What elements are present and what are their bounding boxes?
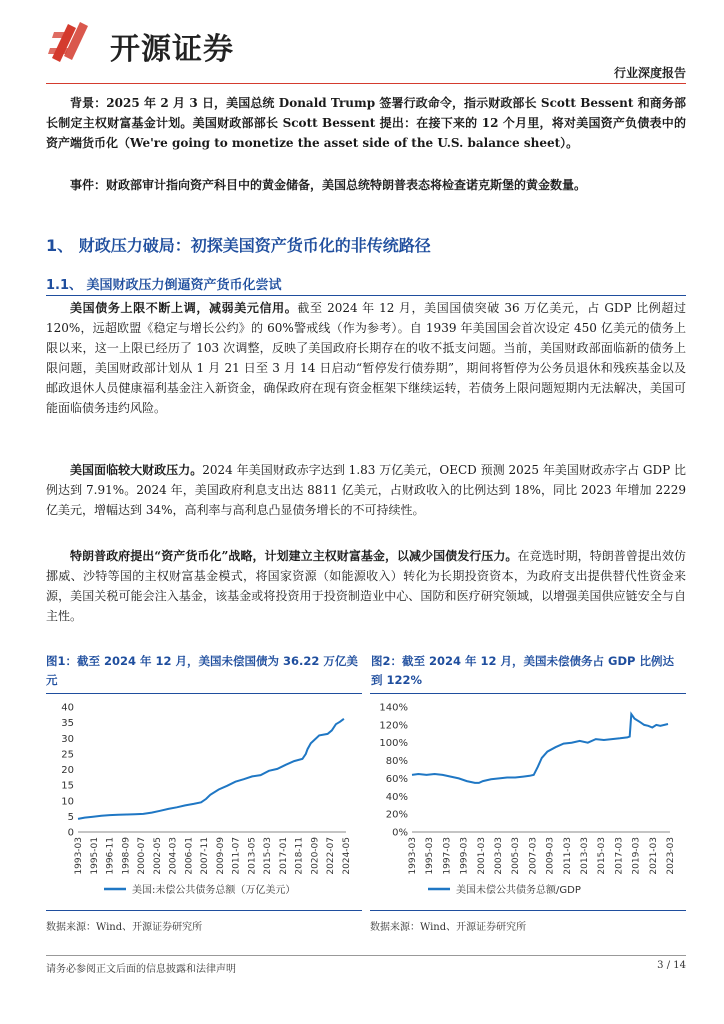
chart1-y-tick-label: 20: [61, 765, 74, 776]
chart1-x-tick-label: 2011-07: [231, 837, 242, 875]
header-divider: [46, 83, 686, 84]
chart1-y-tick-label: 40: [61, 702, 74, 714]
chart2-series-line: [412, 714, 668, 783]
chart1-x-tick-label: 2022-07: [326, 837, 337, 875]
chart1-x-tick-label: 1993-03: [74, 837, 84, 875]
chart1-x-tick-label: 2020-09: [310, 837, 321, 875]
document-type-label: 行业深度报告: [613, 66, 686, 80]
chart2-y-tick-label: 80%: [385, 756, 408, 768]
debt-total-chart: [46, 695, 362, 905]
chart1-x-tick-label: 1996-11: [105, 837, 116, 875]
subsection-heading-1-1: 1.1、 美国财政压力倒逼资产货币化尝试: [46, 278, 282, 293]
figure-2-top-rule: [370, 693, 686, 694]
footer-disclaimer: 请务必参阅正文后面的信息披露和法律声明: [46, 964, 236, 975]
chart1-x-tick-label: 2009-09: [215, 837, 226, 875]
chart2-y-tick-label: 0%: [392, 827, 408, 839]
figure-1-source: 数据来源：Wind、开源证券研究所: [46, 922, 203, 933]
chart2-y-tick-label: 100%: [379, 738, 408, 750]
chart2-x-tick-label: 1993-03: [408, 837, 418, 875]
chart1-x-tick-label: 2002-05: [152, 837, 163, 875]
chart1-x-tick-label: 1995-01: [89, 837, 100, 875]
chart2-x-tick-label: 1997-03: [442, 837, 453, 875]
chart1-x-tick-label: 2017-01: [278, 837, 289, 875]
chart2-x-tick-label: 2019-03: [631, 837, 642, 875]
background-paragraph: 背景：2025 年 2 月 3 日，美国总统 Donald Trump 签署行政命令，指示财政部长 Scott Bessent 和商务部长制定主权财富基金计划。美国财政部部长 Scott Bessent 提出：在接下来的 12 个月里，将对美国资产负债表中的资产端货币化（We're going to monetize the asset side of the U.S. balance sheet）。: [46, 96, 686, 150]
page-number: 3 / 14: [657, 960, 686, 971]
chart2-x-tick-label: 2013-03: [580, 837, 590, 875]
chart2-x-tick-label: 1995-03: [425, 837, 436, 875]
chart2-y-tick-label: 20%: [385, 809, 408, 821]
chart1-x-tick-label: 2013-05: [247, 837, 258, 875]
chart1-x-tick-label: 2024-05: [342, 837, 352, 875]
debt-gdp-ratio-chart: [370, 695, 686, 905]
figure-2-title: 图2：截至 2024 年 12 月，美国未偿债务占 GDP 比例达到 122%: [371, 654, 674, 687]
chart2-x-tick-label: 2015-03: [597, 837, 608, 875]
chart1-y-tick-label: 35: [61, 718, 74, 730]
subsection-divider: [46, 295, 686, 296]
chart2-x-tick-label: 2005-03: [511, 837, 522, 875]
figure-1-title: 图1：截至 2024 年 12 月，美国未偿国债为 36.22 万亿美元: [46, 654, 358, 687]
chart1-y-tick-label: 0: [67, 827, 74, 839]
chart1-x-tick-label: 2004-03: [168, 837, 179, 875]
chart2-y-tick-label: 120%: [379, 720, 408, 732]
chart1-y-tick-label: 10: [61, 796, 74, 808]
chart2-x-tick-label: 2023-03: [666, 837, 676, 875]
chart2-x-tick-label: 2007-03: [528, 837, 539, 875]
figure-1-bottom-rule: [46, 910, 362, 911]
sovereign-fund-paragraph: 特朗普政府提出“资产货币化”战略，计划建立主权财富基金，以减少国债发行压力。在竞选时期，特朗普曾提出效仿挪威、沙特等国的主权财富基金模式，将国家资源（如能源收入）转化为长期投资资本，为政府支出提供替代性资金来源，美国关税可能会注入基金，该基金或将投资用于投资制造业中心、国防和医疗研究领域，以增强美国供应链安全与自主性。: [46, 549, 686, 623]
debt-ceiling-paragraph: 美国债务上限不断上调，减弱美元信用。截至 2024 年 12 月，美国国债突破 36 万亿美元，占 GDP 比例超过 120%，远超欧盟《稳定与增长公约》的 60%警戒线（作为参考）。自 1939 年美国国会首次设定 450 亿美元的债务上限以来，这一上限已经历了 103 次调整，反映了美国政府长期存在的收不抵支问题。当前，美国财政部面临新的债务上限问题，美国财政部计划从 1 月 21 日至 3 月 14 日启动“暂停发行债券期”，期间将暂停为公务员退休和残疾基金以及邮政退休人员健康福利基金注入新资金，确保政府在现有资金框架下继续运转，若债务上限问题短期内无法解决，美国可能面临债务违约风险。: [46, 301, 686, 415]
chart1-y-tick-label: 25: [61, 749, 74, 761]
chart2-y-tick-label: 60%: [385, 773, 408, 785]
chart2-x-tick-label: 2009-03: [545, 837, 556, 875]
chart2-x-tick-label: 2011-03: [562, 837, 573, 875]
chart1-legend-label: 美国:未偿公共债务总额（万亿美元）: [132, 885, 296, 896]
chart2-x-tick-label: 2001-03: [476, 837, 487, 875]
section-heading-1: 1、 财政压力破局：初探美国资产货币化的非传统路径: [46, 236, 431, 255]
figure-2-source: 数据来源：Wind、开源证券研究所: [370, 922, 527, 933]
company-logo-text: 开源证券: [110, 32, 234, 67]
footer-divider: [46, 955, 686, 956]
kaiyuan-logo-icon: [46, 18, 106, 68]
page-header: [46, 18, 686, 80]
figure-1-top-rule: [46, 693, 362, 694]
chart2-x-tick-label: 2003-03: [494, 837, 504, 875]
event-paragraph: 事件：财政部审计指向资产科目中的黄金储备，美国总统特朗普表态将检查诺克斯堡的黄金数量。: [70, 178, 587, 192]
chart2-legend-label: 美国未偿公共债务总额/GDP: [456, 885, 581, 896]
chart1-y-tick-label: 5: [67, 811, 74, 823]
chart2-y-tick-label: 40%: [385, 791, 408, 803]
fiscal-pressure-paragraph: 美国面临较大财政压力。2024 年美国财政赤字达到 1.83 万亿美元，OECD 预测 2025 年美国财政赤字占 GDP 比例达到 7.91%。2024 年，美国政府利息支出达 8811 亿美元，占财政收入的比例达到 18%，同比 2023 年增加 2229 亿美元，增幅达到 34%，高利率与高利息凸显债务增长的不可持续性。: [46, 463, 686, 517]
chart1-x-tick-label: 2000-07: [137, 837, 148, 875]
chart1-series-line: [78, 719, 344, 819]
chart2-x-tick-label: 1999-03: [459, 837, 470, 875]
chart1-x-tick-label: 1998-09: [121, 837, 132, 875]
chart1-y-tick-label: 30: [61, 733, 74, 745]
chart1-x-tick-label: 2007-11: [200, 837, 211, 875]
chart1-y-tick-label: 15: [61, 780, 74, 792]
chart1-x-tick-label: 2006-01: [184, 837, 195, 875]
chart2-y-tick-label: 140%: [379, 702, 408, 714]
chart1-x-tick-label: 2015-03: [263, 837, 274, 875]
chart1-x-tick-label: 2018-11: [294, 837, 305, 875]
chart2-x-tick-label: 2021-03: [648, 837, 659, 875]
figure-2-bottom-rule: [370, 910, 686, 911]
chart2-x-tick-label: 2017-03: [614, 837, 625, 875]
